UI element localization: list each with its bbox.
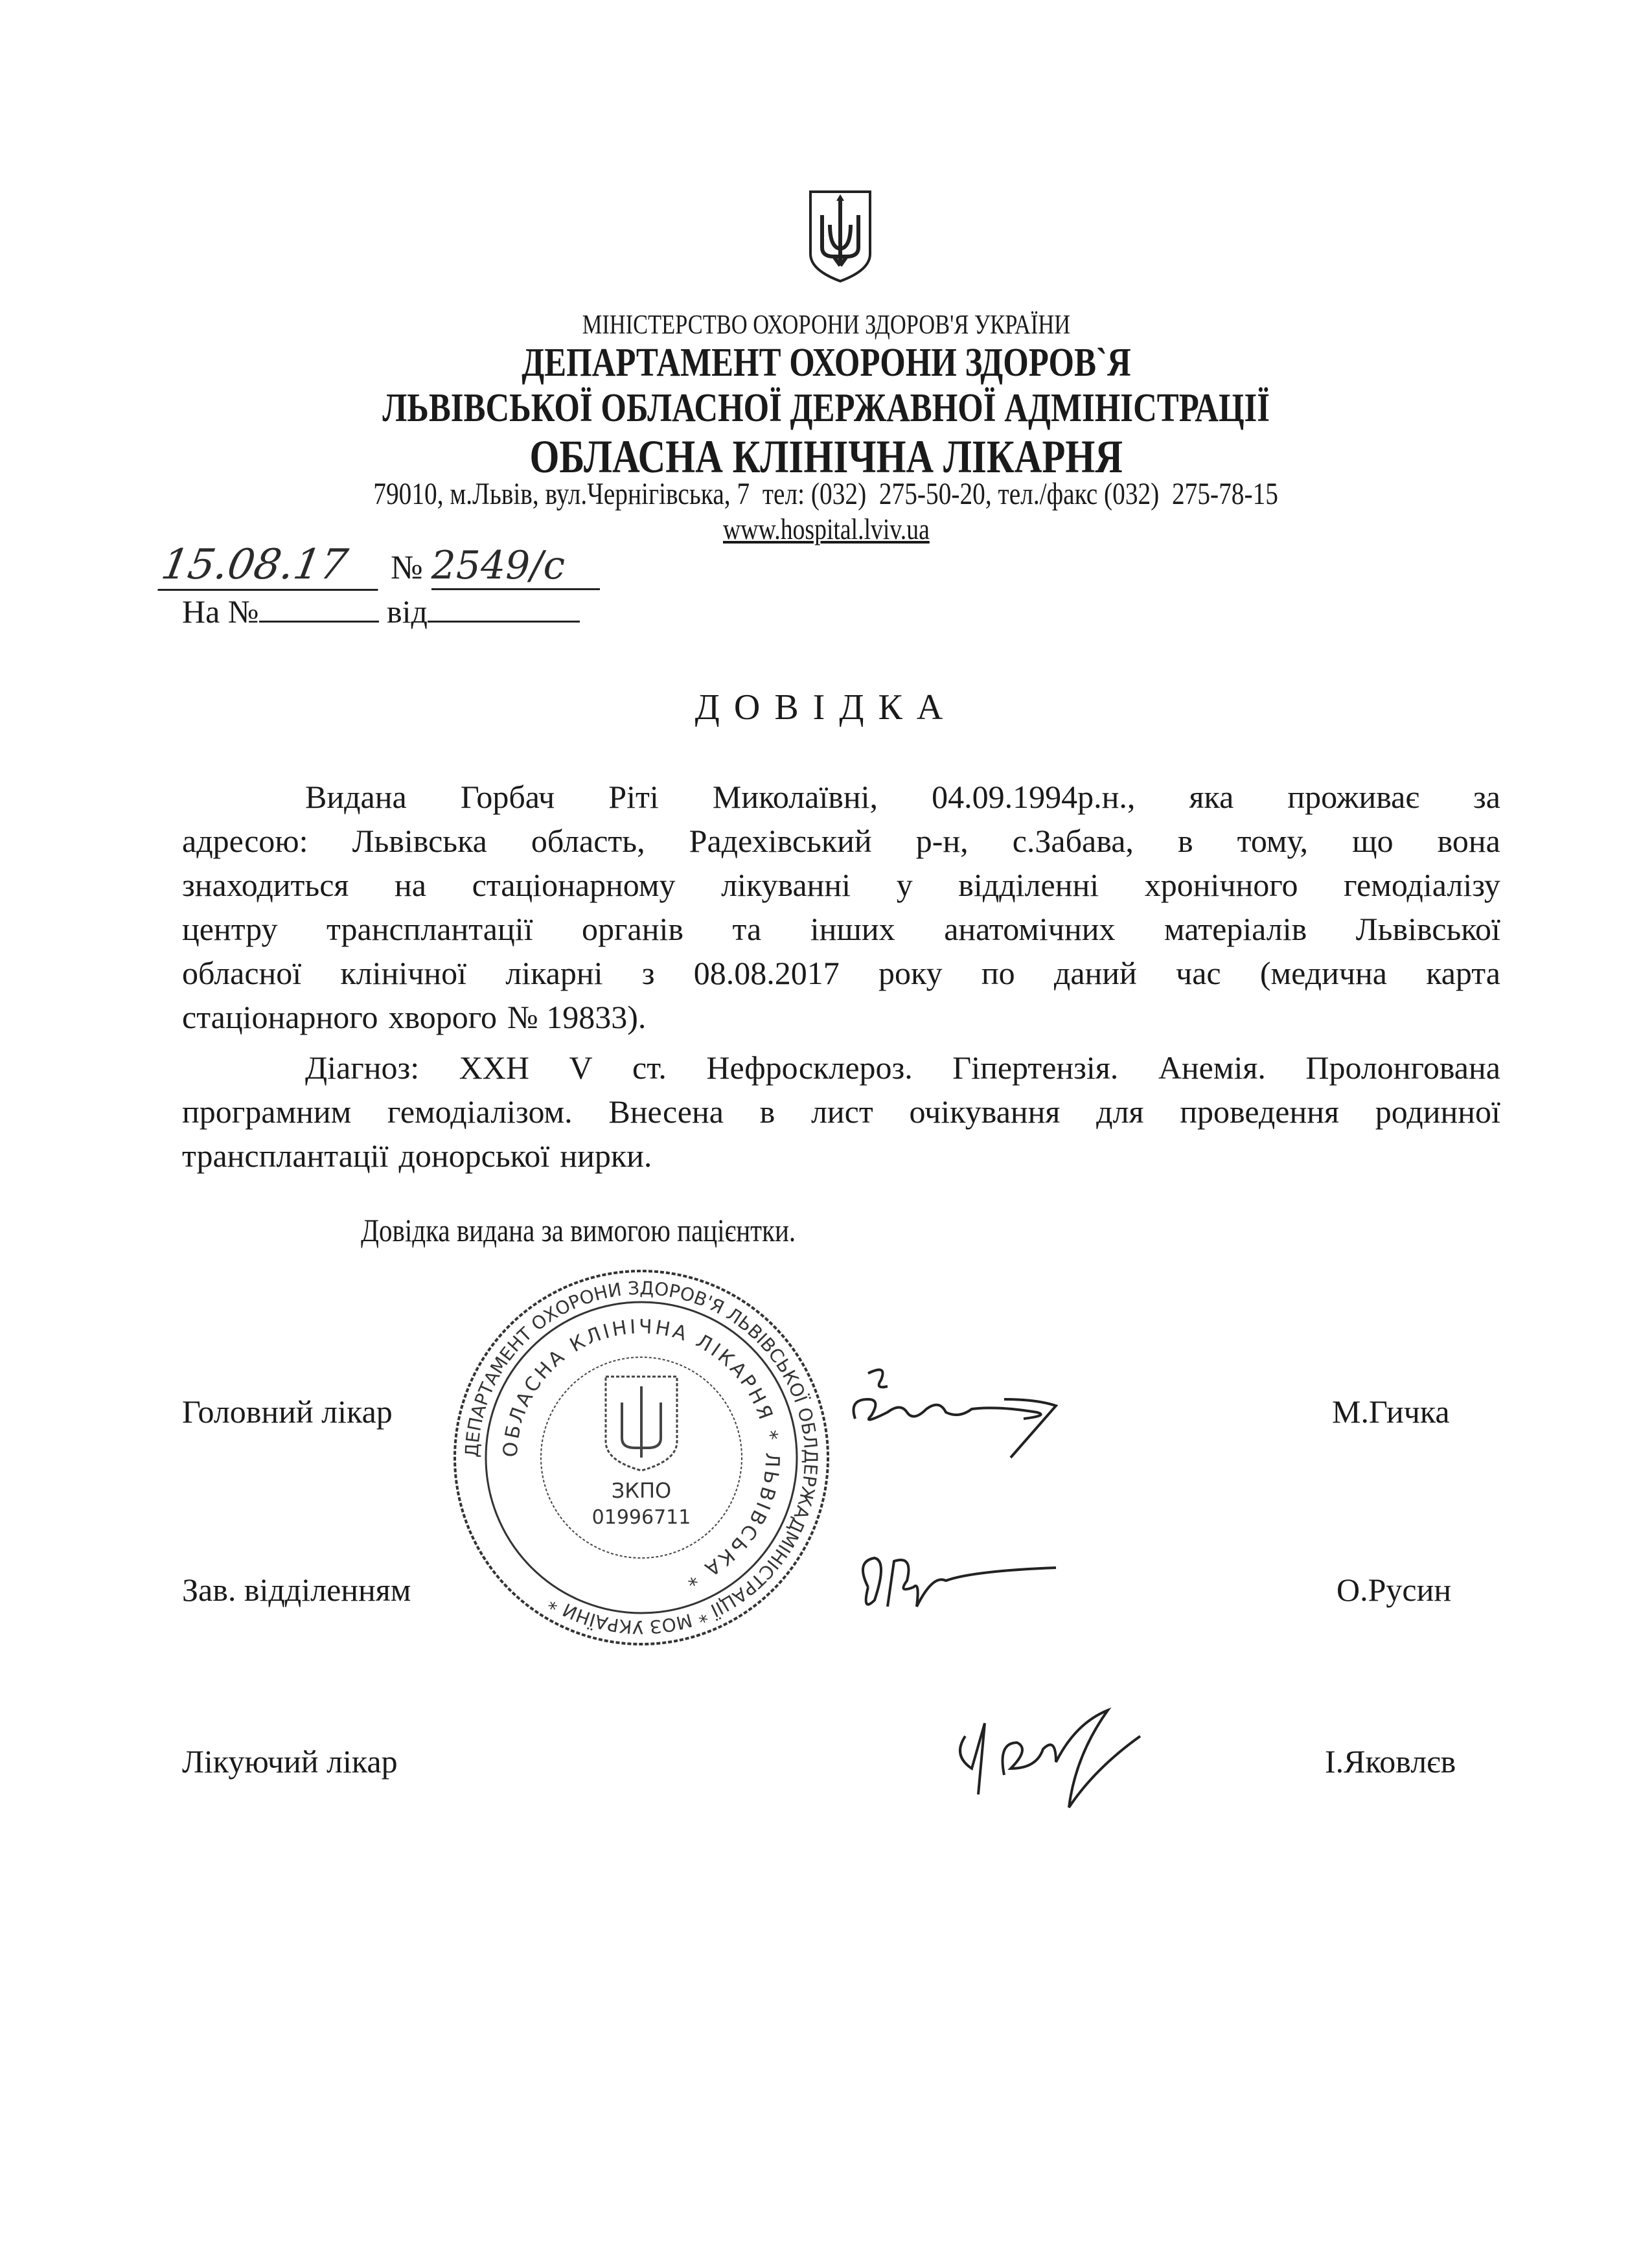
document-title: ДОВІДКА xyxy=(694,687,958,727)
word: яка xyxy=(1189,779,1234,815)
stamp-code-label: ЗКПО xyxy=(611,1478,672,1503)
ref-date-label: від xyxy=(387,593,428,630)
signatory-name-attending: І.Яковлєв xyxy=(1325,1743,1456,1780)
word: Ріті xyxy=(608,779,659,815)
stamp-inner-text: ОБЛАСНА КЛІНІЧНА ЛІКАРНЯ * ЛЬВІВСЬКА * xyxy=(499,1315,784,1592)
word: с.Забава, xyxy=(1012,823,1134,859)
word: та xyxy=(732,911,762,947)
word: лікарні xyxy=(505,955,603,991)
word: у xyxy=(896,867,913,903)
signatory-role-head: Зав. відділенням xyxy=(182,1572,411,1608)
word: стаціонарного xyxy=(182,999,378,1035)
word: Видана xyxy=(305,779,407,815)
word: ХХН xyxy=(459,1049,529,1086)
hospital-name: ОБЛАСНА КЛІНІЧНА ЛІКАРНЯ xyxy=(529,431,1123,483)
paragraph-1 xyxy=(182,775,1500,1039)
word: для xyxy=(1096,1094,1144,1130)
paragraph-line xyxy=(182,775,1500,819)
word: центру xyxy=(182,911,278,947)
signatory-name-chief: М.Гичка xyxy=(1332,1393,1450,1430)
word: Анемія. xyxy=(1158,1049,1266,1086)
signature-chief xyxy=(842,1360,1075,1464)
word: тому, xyxy=(1237,823,1309,859)
word: хворого xyxy=(388,999,497,1035)
word: Внесена xyxy=(608,1094,724,1130)
word: проживає xyxy=(1287,779,1419,815)
paragraph-line xyxy=(182,995,1500,1039)
word: в xyxy=(759,1094,775,1130)
word: Радехівський xyxy=(689,823,872,859)
issued-note: Довідка видана за вимогою пацієнтки. xyxy=(361,1212,796,1248)
word: лист xyxy=(810,1094,873,1130)
word: Пролонгована xyxy=(1305,1049,1500,1086)
word: програмним xyxy=(182,1094,352,1130)
word: вона xyxy=(1437,823,1500,859)
official-stamp xyxy=(453,1270,829,1645)
hospital-address: 79010, м.Львів, вул.Чернігівська, 7 тел: (032) 275-50-20, тел./факс (032) 275-78-15 xyxy=(373,477,1279,511)
word: Нефросклероз. xyxy=(706,1049,913,1086)
word: відділенні xyxy=(958,867,1099,903)
stamp-outer-text: ДЕПАРТАМЕНТ ОХОРОНИ ЗДОРОВ'Я ЛЬВІВСЬКОЇ ОБЛДЕРЖАДМІНІСТРАЦІЇ * МОЗ УКРАЇНИ * xyxy=(461,1277,822,1638)
signature-attending xyxy=(946,1697,1160,1814)
number-label: № xyxy=(391,549,423,586)
word: адресою: xyxy=(182,823,308,859)
ref-number-label: На № xyxy=(182,593,259,630)
word: хронічного xyxy=(1144,867,1298,903)
registration-date: 15.08.17 xyxy=(157,541,387,591)
paragraph-line xyxy=(182,1090,1500,1134)
word: донорської xyxy=(398,1138,550,1174)
word: 08.08.2017 xyxy=(693,955,840,991)
word: Львівської xyxy=(1355,911,1500,947)
word: очікування xyxy=(909,1094,1061,1130)
ministry-name: МІНІСТЕРСТВО ОХОРОНИ ЗДОРОВ'Я УКРАЇНИ xyxy=(582,310,1070,340)
registration-line xyxy=(157,541,600,591)
word: час xyxy=(1176,955,1221,991)
word: область, xyxy=(531,823,645,859)
word: р-н, xyxy=(915,823,969,859)
word: клінічної xyxy=(340,955,467,991)
word: за xyxy=(1473,779,1500,815)
word: обласної xyxy=(182,955,302,991)
word: родинної xyxy=(1375,1094,1500,1130)
word: № 19833). xyxy=(507,999,647,1035)
word: (медична xyxy=(1259,955,1387,991)
department-name: ДЕПАРТАМЕНТ ОХОРОНИ ЗДОРОВ`Я xyxy=(521,341,1131,385)
word: що xyxy=(1352,823,1394,859)
paragraph-line xyxy=(182,907,1500,951)
word: Діагноз: xyxy=(305,1049,420,1086)
word: на xyxy=(395,867,426,903)
word: Гіпертензія. xyxy=(952,1049,1119,1086)
word: Львівська xyxy=(352,823,487,859)
word: 04.09.1994р.н., xyxy=(932,779,1136,815)
stamp-trident-icon xyxy=(606,1377,677,1471)
word: карта xyxy=(1426,955,1500,991)
word: лікуванні xyxy=(721,867,851,903)
signature-head xyxy=(842,1542,1062,1626)
signatory-role-attending: Лікуючий лікар xyxy=(182,1743,398,1780)
registration-number: 2549/с xyxy=(431,543,600,590)
region-administration: ЛЬВІВСЬКОЇ ОБЛАСНОЇ ДЕРЖАВНОЇ АДМІНІСТРАЦІЇ xyxy=(382,386,1270,430)
paragraph-line xyxy=(182,1134,1500,1178)
word: стаціонарному xyxy=(472,867,676,903)
word: знаходиться xyxy=(182,867,349,903)
word: по xyxy=(981,955,1015,991)
reference-line xyxy=(182,593,580,630)
word: інших xyxy=(810,911,895,947)
word: нирки. xyxy=(560,1138,652,1174)
signatory-name-head: О.Русин xyxy=(1337,1572,1452,1608)
word: Горбач xyxy=(460,779,555,815)
word: гемодіалізом. xyxy=(387,1094,573,1130)
word: органів xyxy=(582,911,684,947)
hospital-website[interactable]: www.hospital.lviv.ua xyxy=(722,512,930,545)
word: в xyxy=(1177,823,1193,859)
word: Миколаївні, xyxy=(712,779,878,815)
word: трансплантації xyxy=(327,911,533,947)
paragraph-line xyxy=(182,819,1500,863)
word: року xyxy=(878,955,943,991)
paragraph-2 xyxy=(182,1046,1500,1178)
word: з xyxy=(641,955,655,991)
trident-emblem-icon xyxy=(808,189,873,284)
paragraph-line xyxy=(182,863,1500,907)
word: анатомічних xyxy=(944,911,1116,947)
signatory-role-chief: Головний лікар xyxy=(182,1393,393,1430)
word: даний xyxy=(1053,955,1137,991)
word: трансплантації xyxy=(182,1138,389,1174)
paragraph-line xyxy=(182,951,1500,995)
word: гемодіалізу xyxy=(1344,867,1500,903)
word: V xyxy=(569,1049,593,1086)
word: матеріалів xyxy=(1164,911,1307,947)
stamp-code: 01996711 xyxy=(591,1506,691,1529)
word: проведення xyxy=(1180,1094,1340,1130)
paragraph-line xyxy=(182,1046,1500,1090)
word: ст. xyxy=(632,1049,667,1086)
